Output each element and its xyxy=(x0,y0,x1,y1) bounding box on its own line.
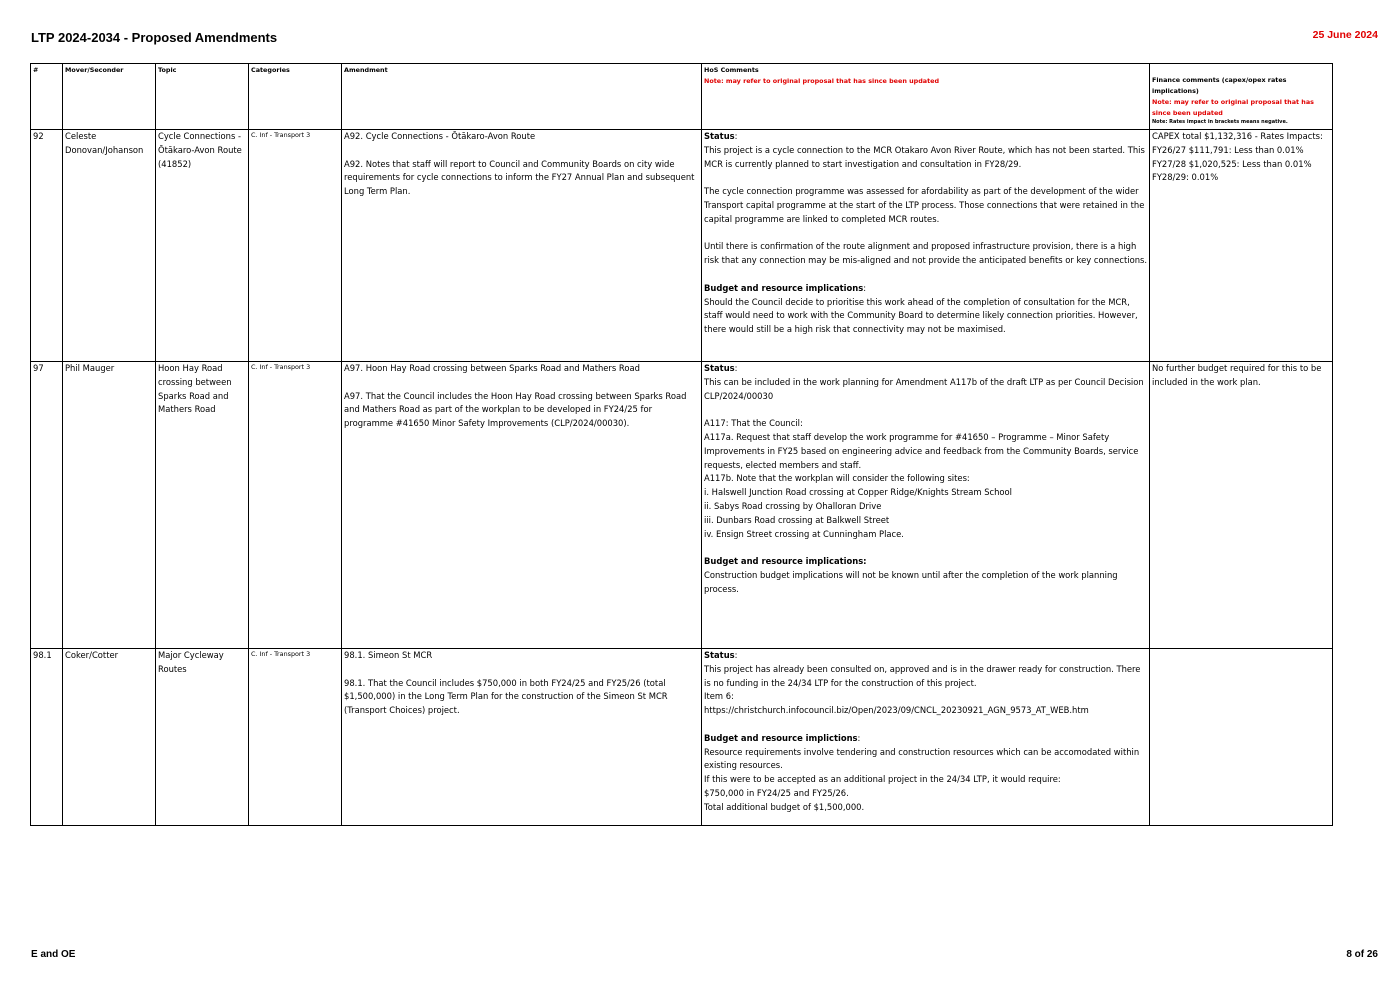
header-finance xyxy=(1150,64,1333,130)
a117-heading: A117: That the Council: xyxy=(704,418,803,429)
row-hos-comments: Status: This can be included in the work planning for Amendment A117b of the draft LTP as per Council Decision CLP/2024/00030 A117: That the Council: A117a. Request that staff develop the work programme for #41650 – Programme – Minor Safety Improvements in FY25 based on engineering advice and feedback from the Community Boards, service requests, elected members and staff. A117b. Note that the workplan will consider the following sites: i. Halswell Junction Road crossing at Copper Ridge/Knights Stream School ii. Sabys Road crossing by Ohalloran Drive iii. Dunbars Road crossing at Balkwell Street iv. Ensign Street crossing at Cunningham Place. Budget and resource implications: Construction budget implications will not be known until after the completion of the work planning process. xyxy=(702,362,1150,649)
header-topic: Topic xyxy=(156,64,249,130)
table-header-row xyxy=(31,64,1333,130)
header-categories: Categories xyxy=(249,64,342,130)
table-row xyxy=(31,362,1333,649)
amendment-body: A92. Notes that staff will report to Council and Community Boards on city wide requirements for cycle connections to inform the FY27 Annual Plan and subsequent Long Term Plan. xyxy=(344,158,695,197)
status-url: https://christchurch.infocouncil.biz/Open/2023/09/CNCL_20230921_AGN_9573_AT_WEB.htm xyxy=(704,705,1089,716)
document-date: 25 June 2024 xyxy=(1312,29,1378,41)
page-number: 8 of 26 xyxy=(1346,949,1378,960)
row-topic: Major Cycleway Routes xyxy=(156,649,249,826)
amendment-title: 98.1. Simeon St MCR xyxy=(344,650,433,660)
budget-text: If this were to be accepted as an additional project in the 24/34 LTP, it would require: xyxy=(704,774,1061,785)
budget-text: Construction budget implications will not be known until after the completion of the work planning process. xyxy=(704,569,1118,594)
row-amendment xyxy=(342,130,702,362)
hos-heading: HoS Comments xyxy=(704,66,759,74)
finance-heading: Finance comments (capex/opex rates implications) xyxy=(1152,76,1287,95)
amendment-body: A97. That the Council includes the Hoon Hay Road crossing between Sparks Road and Mathers Road as part of the workplan to be developed in FY24/25 for programme #41650 Minor Safety Improvements (CLP/2024/00030). xyxy=(344,390,687,429)
row-num: 97 xyxy=(31,362,63,649)
status-text: This project is a cycle connection to the MCR Otakaro Avon River Route, which has not been started. This MCR is currently planned to start investigation and consultation in FY28/29. xyxy=(704,144,1145,169)
status-text: This project has already been consulted on, approved and is in the drawer ready for construction. There is no funding in the 24/34 LTP for the construction of this project. xyxy=(704,663,1141,688)
table-row xyxy=(31,649,1333,826)
row-finance xyxy=(1150,649,1333,826)
finance-note-brackets: Note: Rates impact in brackets means negative. xyxy=(1152,119,1288,125)
row-num: 92 xyxy=(31,130,63,362)
status-label: Status xyxy=(704,131,735,141)
a117a-text: A117a. Request that staff develop the work programme for #41650 – Programme – Minor Safety Improvements in FY25 based on engineering advice and feedback from the Community Boards, service requests, elected members and staff. xyxy=(704,431,1139,470)
budget-label: Budget and resource implications: xyxy=(704,556,867,567)
header-num: # xyxy=(31,64,63,130)
amendment-title: A92. Cycle Connections - Ōtākaro-Avon Route xyxy=(344,131,536,141)
budget-text: Should the Council decide to prioritise this work ahead of the completion of consultation for the MCR, staff would need to work with the Community Board to determine likely connection priorities. However, there would still be a high risk that connectivity may not be maximised. xyxy=(704,296,1138,335)
row-hos-comments: Status: This project is a cycle connection to the MCR Otakaro Avon River Route, which has not been started. This MCR is currently planned to start investigation and consultation in FY28/29. The cycle connection programme was assessed for afordability as part of the development of the wider Transport capital programme at the start of the LTP process. Those connections that were retained in the capital programme are linked to completed MCR routes. Until there is confirmation of the route alignment and proposed infrastructure provision, there is a high risk that any connection may be mis-aligned and not provide the anticipated benefits or key connections. Budget and resource implications: Should the Council decide to prioritise this work ahead of the completion of consultation for the MCR, staff would need to work with the Community Board to determine likely connection priorities. However, there would still be a high risk that connectivity may not be maximised. xyxy=(702,130,1150,362)
status-item: Item 6: xyxy=(704,691,734,702)
header-hos xyxy=(702,64,1150,130)
amendment-body: 98.1. That the Council includes $750,000 in both FY24/25 and FY25/26 (total $1,500,000) in the Long Term Plan for the construction of the Simeon St MCR (Transport Choices) project. xyxy=(344,677,668,716)
row-mover: Phil Mauger xyxy=(63,362,156,649)
amendment-title: A97. Hoon Hay Road crossing between Sparks Road and Mathers Road xyxy=(344,363,640,373)
budget-label: Budget and resource implictions xyxy=(704,732,858,743)
site-item: i. Halswell Junction Road crossing at Copper Ridge/Knights Stream School xyxy=(704,487,1013,498)
row-category: C. Inf - Transport 3 xyxy=(249,362,342,649)
status-label: Status xyxy=(704,650,735,660)
hos-note: Note: may refer to original proposal that has since been updated xyxy=(704,77,940,85)
row-topic: Hoon Hay Road crossing between Sparks Road and Mathers Road xyxy=(156,362,249,649)
a117b-text: A117b. Note that the workplan will consider the following sites: xyxy=(704,473,970,484)
amendments-table xyxy=(30,63,1333,826)
header-amendment: Amendment xyxy=(342,64,702,130)
site-item: ii. Sabys Road crossing by Ohalloran Drive xyxy=(704,500,882,511)
row-finance: CAPEX total $1,132,316 - Rates Impacts: FY26/27 $111,791: Less than 0.01% FY27/28 $1,020,525: Less than 0.01% FY28/29: 0.01% xyxy=(1150,130,1333,362)
status-text: This can be included in the work planning for Amendment A117b of the draft LTP as per Council Decision CLP/2024/00030 xyxy=(704,376,1144,401)
row-num: 98.1 xyxy=(31,649,63,826)
page-title: LTP 2024-2034 - Proposed Amendments xyxy=(31,30,278,45)
row-category: C. Inf - Transport 3 xyxy=(249,130,342,362)
row-mover: Celeste Donovan/Johanson xyxy=(63,130,156,362)
site-item: iv. Ensign Street crossing at Cunningham Place. xyxy=(704,528,904,539)
budget-text: Resource requirements involve tendering and construction resources which can be accomodated within existing resources. xyxy=(704,746,1140,771)
budget-label: Budget and resource implications xyxy=(704,282,864,293)
row-finance: No further budget required for this to be included in the work plan. xyxy=(1150,362,1333,649)
status-text: The cycle connection programme was assessed for afordability as part of the development of the wider Transport capital programme at the start of the LTP process. Those connections that were retained in the capital programme are linked to completed MCR routes. xyxy=(704,186,1145,224)
budget-text: Total additional budget of $1,500,000. xyxy=(704,801,865,812)
finance-note: Note: may refer to original proposal that has since been updated xyxy=(1152,98,1314,117)
row-mover: Coker/Cotter xyxy=(63,649,156,826)
row-amendment xyxy=(342,362,702,649)
header-mover: Mover/Seconder xyxy=(63,64,156,130)
row-amendment xyxy=(342,649,702,826)
footer-disclaimer: E and OE xyxy=(31,949,76,960)
status-label: Status xyxy=(704,363,735,373)
site-item: iii. Dunbars Road crossing at Balkwell Street xyxy=(704,514,890,525)
budget-text: $750,000 in FY24/25 and FY25/26. xyxy=(704,787,849,798)
table-row xyxy=(31,130,1333,362)
row-topic: Cycle Connections - Ōtākaro-Avon Route (41852) xyxy=(156,130,249,362)
row-category: C. Inf - Transport 3 xyxy=(249,649,342,826)
status-text: Until there is confirmation of the route alignment and proposed infrastructure provision, there is a high risk that any connection may be mis-aligned and not provide the anticipated benefits or key connections. xyxy=(704,241,1148,266)
row-hos-comments: Status: This project has already been consulted on, approved and is in the drawer ready for construction. There is no funding in the 24/34 LTP for the construction of this project. Item 6: https://christchurch.infocouncil.biz/Open/2023/09/CNCL_20230921_AGN_9573_AT_WEB.htm Budget and resource implictions: Resource requirements involve tendering and construction resources which can be accomodated within existing resources. If this were to be accepted as an additional project in the 24/34 LTP, it would require: $750,000 in FY24/25 and FY25/26. Total additional budget of $1,500,000. xyxy=(702,649,1150,826)
